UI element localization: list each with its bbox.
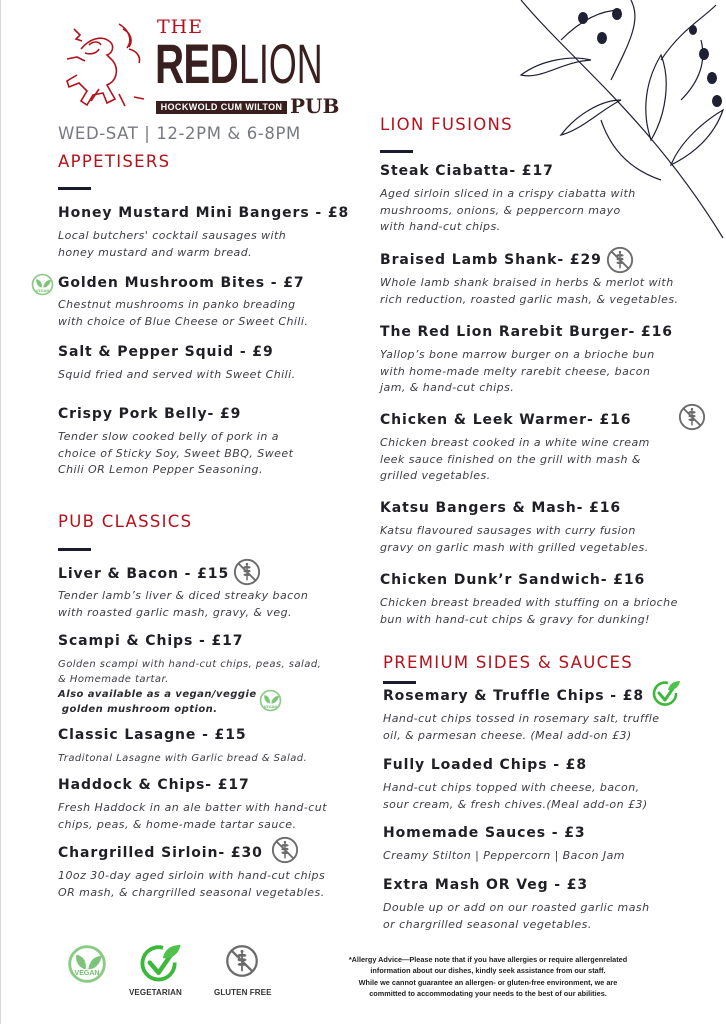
menu-item-title: Extra Mash OR Veg - £3 bbox=[383, 877, 589, 893]
menu-item-title: Fully Loaded Chips - £8 bbox=[383, 757, 587, 773]
menu-item-title: Classic Lasagne - £15 bbox=[58, 727, 247, 743]
menu-item-description: Fresh Haddock in an ale batter with hand-cut chips, peas, & home-made tartar sauce. bbox=[58, 801, 327, 831]
legend-vegan-label: VEGAN bbox=[74, 970, 100, 977]
menu-item-title: Crispy Pork Belly- £9 bbox=[58, 406, 242, 422]
vegan-icon bbox=[31, 273, 54, 296]
menu-item-title: Chicken Dunk’r Sandwich- £16 bbox=[380, 572, 646, 588]
vegan-option-note: Also available as a vegan/veggie bbox=[58, 689, 257, 700]
section-heading-lion-fusions: LION FUSIONS bbox=[380, 115, 513, 134]
menu-item-title: Braised Lamb Shank- £29 bbox=[380, 252, 602, 268]
gluten-free-icon bbox=[678, 403, 706, 431]
vegetarian-icon bbox=[651, 679, 681, 709]
menu-item-description: Double up or add on our roasted garlic mash or chargrilled seasonal vegetables. bbox=[383, 901, 650, 931]
menu-item-title: Honey Mustard Mini Bangers - £8 bbox=[58, 205, 350, 221]
vegan-icon bbox=[259, 689, 282, 712]
menu-item-description: Whole lamb shank braised in herbs & merlot with rich reduction, roasted garlic mash, & vegetables. bbox=[380, 276, 679, 306]
section-heading-pub-classics: PUB CLASSICS bbox=[58, 512, 193, 531]
legend-vegan bbox=[67, 944, 107, 984]
menu-item-title: Liver & Bacon - £15 bbox=[58, 566, 230, 582]
allergy-advice: *Allergy Advice—Please note that if you have allergies or require allergenrelated information about our dishes, kindly seek assistance from our staff. While we cannot guarantee an allergen- or gluten-free environment, we are committed to accommodating your needs to the best of our abilities. bbox=[348, 955, 628, 998]
logo bbox=[57, 16, 347, 116]
section-divider bbox=[58, 187, 91, 190]
legend-vegetarian bbox=[137, 942, 185, 990]
legend-vegetarian-label: VEGETARIAN bbox=[129, 988, 182, 997]
menu-item-description: Tender lamb’s liver & diced streaky bacon with roasted garlic mash, gravy, & veg. bbox=[58, 589, 309, 619]
gluten-free-icon bbox=[233, 558, 261, 586]
vegan-icon bbox=[67, 944, 107, 984]
menu-item-title: Haddock & Chips- £17 bbox=[58, 777, 250, 793]
logo-lion: LION bbox=[239, 32, 323, 95]
menu-item-title: Golden Mushroom Bites - £7 bbox=[58, 275, 305, 291]
menu-item-description: Chestnut mushrooms in panko breading with choice of Blue Cheese or Sweet Chili. bbox=[58, 298, 309, 328]
menu-item-description: Local butchers' cocktail sausages with honey mustard and warm bread. bbox=[58, 229, 287, 259]
logo-location: HOCKWOLD CUM WILTON bbox=[156, 101, 287, 114]
menu-item-description: Yallop’s bone marrow burger on a brioche bun with home-made melty rarebit cheese, bacon jam, & hand-cut chips. bbox=[380, 348, 655, 394]
gluten-free-icon bbox=[271, 836, 299, 864]
logo-red: RED bbox=[155, 32, 238, 95]
menu-item-title: Chargrilled Sirloin- £30 bbox=[58, 845, 263, 861]
menu-item-description: Chicken breast cooked in a white wine cream leek sauce finished on the grill with mash & grilled vegetables. bbox=[380, 436, 650, 482]
logo-the: THE bbox=[157, 16, 204, 38]
vegetarian-icon bbox=[137, 942, 183, 986]
menu-item-title: Steak Ciabatta- £17 bbox=[380, 163, 554, 179]
menu-item-title: Rosemary & Truffle Chips - £8 bbox=[383, 688, 645, 704]
menu-item-description: Golden scampi with hand-cut chips, peas, salad, & Homemade tartar. Also available as a vegan/veggie golden mushroom option. bbox=[58, 659, 322, 715]
menu-item-title: The Red Lion Rarebit Burger- £16 bbox=[380, 324, 673, 340]
menu-item-description: Aged sirloin sliced in a crispy ciabatta with mushrooms, onions, & peppercorn mayo with hand-cut chips. bbox=[380, 187, 636, 233]
section-divider bbox=[58, 548, 91, 551]
menu-item-description: Tender slow cooked belly of pork in a choice of Sticky Soy, Sweet BBQ, Sweet Chili OR Lemon Pepper Seasoning. bbox=[58, 430, 294, 476]
menu-item-description: Hand-cut chips tossed in rosemary salt, truffle oil, & parmesan cheese. (Meal add-on £3) bbox=[383, 712, 660, 742]
menu-item-description: 10oz 30-day aged sirloin with hand-cut chips OR mash, & chargrilled seasonal vegetables. bbox=[58, 869, 326, 899]
gluten-free-icon bbox=[606, 246, 634, 274]
menu-item-description: Hand-cut chips topped with cheese, bacon, sour cream, & fresh chives.(Meal add-on £3) bbox=[383, 781, 648, 811]
menu-item-description: Chicken breast breaded with stuffing on a brioche bun with hand-cut chips & gravy for dunking! bbox=[380, 596, 678, 626]
menu-item-description: Squid fried and served with Sweet Chili. bbox=[58, 368, 296, 381]
section-heading-appetisers: APPETISERS bbox=[58, 152, 171, 171]
opening-hours: WED-SAT | 12-2PM & 6-8PM bbox=[58, 124, 301, 143]
legend-gluten-free bbox=[225, 944, 259, 982]
menu-item-title: Katsu Bangers & Mash- £16 bbox=[380, 500, 622, 516]
section-heading-premium-sides: PREMIUM SIDES & SAUCES bbox=[383, 653, 633, 672]
lion-emblem-icon bbox=[59, 19, 151, 114]
logo-pub: PUB bbox=[290, 94, 340, 118]
menu-item-title: Salt & Pepper Squid - £9 bbox=[58, 344, 274, 360]
section-divider bbox=[383, 681, 416, 684]
menu-item-description: Creamy Stilton | Peppercorn | Bacon Jam bbox=[383, 849, 625, 862]
gluten-free-icon bbox=[225, 944, 259, 978]
menu-item-description: Katsu flavoured sausages with curry fusion gravy on garlic mash with grilled vegetables. bbox=[380, 524, 649, 554]
menu-item-title: Scampi & Chips - £17 bbox=[58, 633, 244, 649]
legend-gluten-free-label: GLUTEN FREE bbox=[214, 988, 272, 997]
menu-item-description: Traditonal Lasagne with Garlic bread & Salad. bbox=[58, 753, 308, 764]
section-divider bbox=[380, 150, 413, 153]
menu-item-title: Homemade Sauces - £3 bbox=[383, 825, 586, 841]
menu-item-title: Chicken & Leek Warmer- £16 bbox=[380, 412, 632, 428]
